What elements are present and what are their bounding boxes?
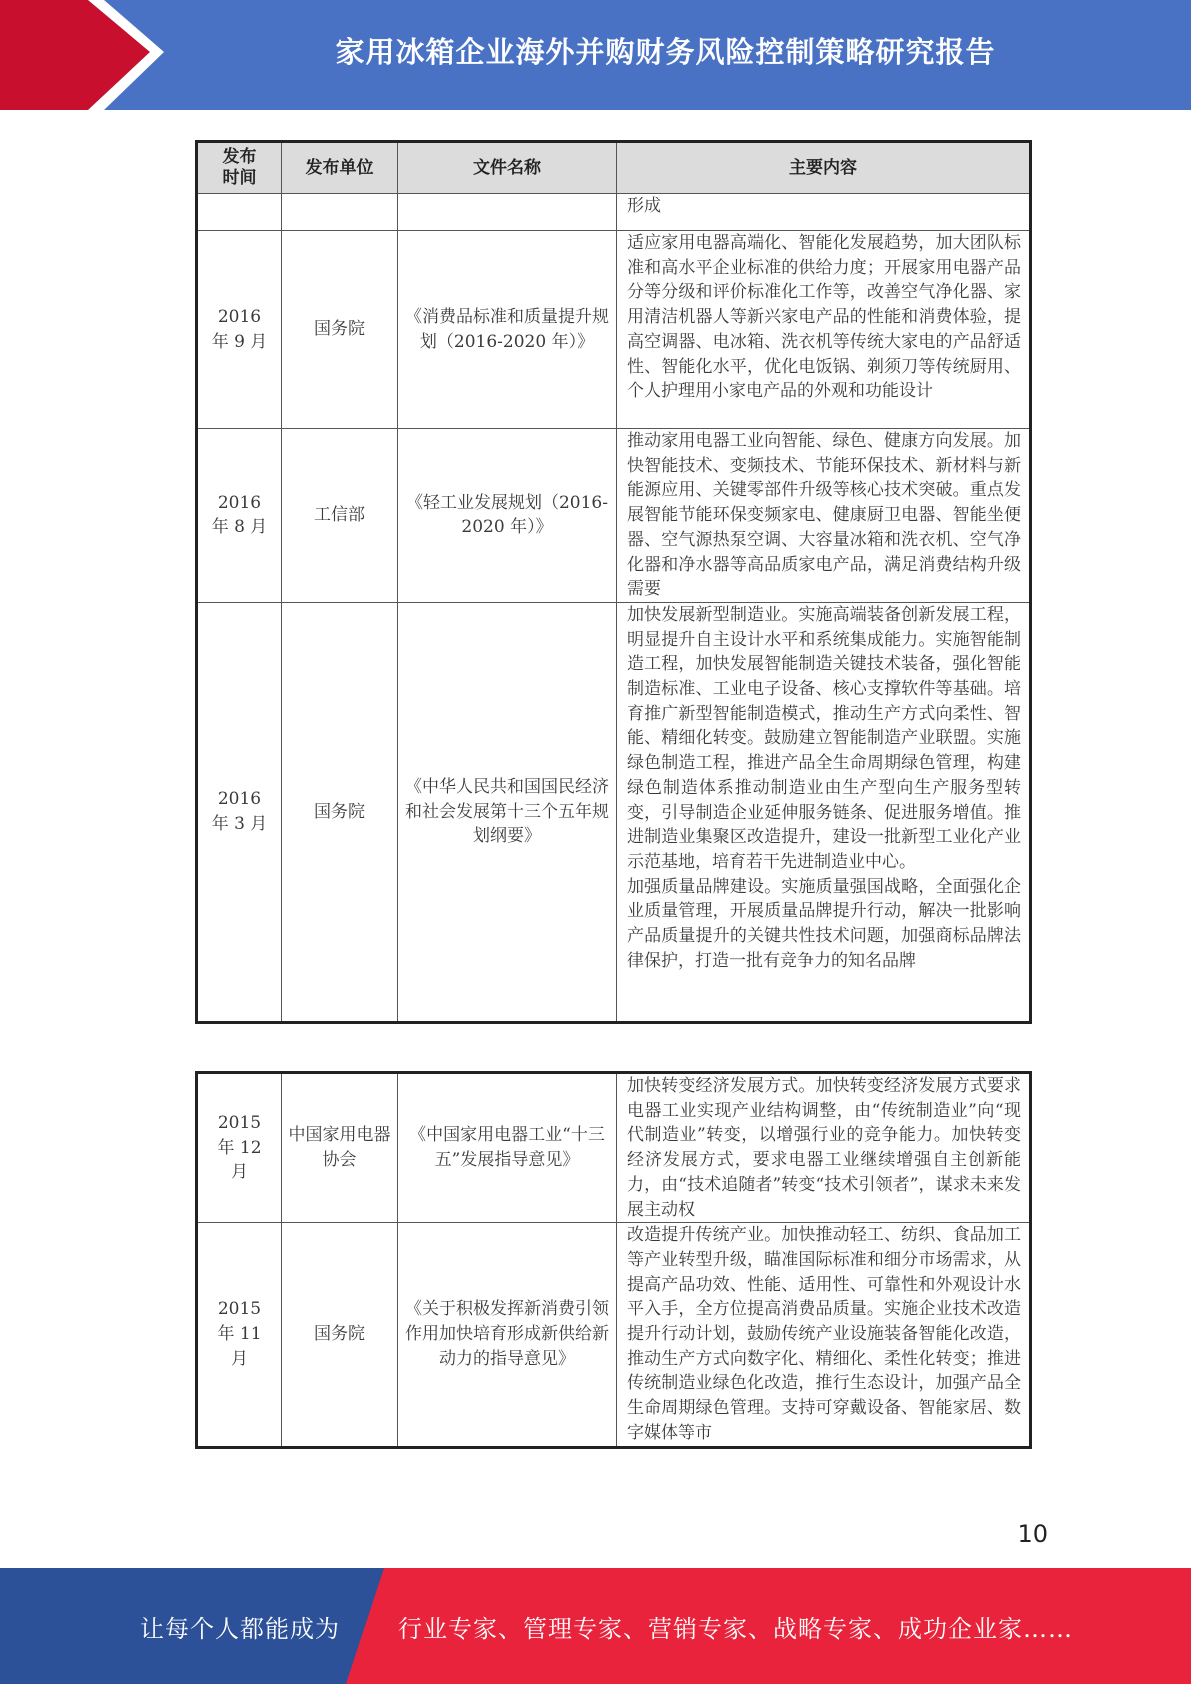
row-issuer: 国务院 [282,1223,398,1447]
table-cell [398,194,617,231]
table-row [197,429,1031,603]
row-issuer: 工信部 [282,429,398,603]
table-row [197,194,1031,231]
row-date: 2015 年 12 月 [197,1073,282,1223]
content-paragraph: 加快发展新型制造业。实施高端装备创新发展工程，明显提升自主设计水平和系统集成能力。实施智能制造工程，加快发展智能制造关键技术装备，强化智能制造标准、工业电子设备、核心支撑软件等基础。培育推广新型智能制造模式，推动生产方式向柔性、智能、精细化转变。鼓励建立智能制造产业联盟。实施绿色制造工程，推进产品全生命周期绿色管理，构建绿色制造体系推动制造业由生产型向生产服务型转变，引导制造企业延伸服务链条、促进服务增值。推进制造业集聚区改造提升，建设一批新型工业化产业示范基地，培育若干先进制造业中心。 [627,604,1021,872]
column-header-issuer: 发布单位 [282,142,398,194]
row-document: 《消费品标准和质量提升规划（2016-2020 年）》 [398,231,617,429]
row-content: 改造提升传统产业。加快推动轻工、纺织、食品加工等产业转型升级，瞄准国际标准和细分市场需求，从提高产品功效、性能、适用性、可靠性和外观设计水平入手，全方位提高消费品质量。实施企业技术改造提升行动计划，鼓励传统产业设施装备智能化改造，推动生产方式向数字化、精细化、柔性化转变；推进传统制造业绿色化改造，推行生态设计，加强产品全生命周期绿色管理。支持可穿戴设备、智能家居、数字媒体等市 [617,1223,1031,1447]
row-content: 推动家用电器工业向智能、绿色、健康方向发展。加快智能技术、变频技术、节能环保技术、新材料与新能源应用、关键零部件升级等核心技术突破。重点发展智能节能环保变频家电、健康厨卫电器、智能坐便器、空气源热泵空调、大容量冰箱和洗衣机、空气净化器和净水器等高品质家电产品，满足消费结构升级需要 [617,429,1031,603]
row-issuer: 中国家用电器协会 [282,1073,398,1223]
table-row [197,602,1031,1022]
row-date: 2015 年 11 月 [197,1223,282,1447]
page-footer [0,1568,1191,1684]
report-title: 家用冰箱企业海外并购财务风险控制策略研究报告 [335,34,996,69]
table-cell [197,194,282,231]
row-content [617,602,1031,1022]
row-document: 《中国家用电器工业“十三五”发展指导意见》 [398,1073,617,1223]
table-row [197,1073,1031,1223]
table-row [197,231,1031,429]
page-number: 10 [1017,1520,1048,1548]
row-date: 2016 年 9 月 [197,231,282,429]
row-document: 《关于积极发挥新消费引领作用加快培育形成新供给新动力的指导意见》 [398,1223,617,1447]
table-header-row [197,142,1031,194]
footer-slogan-right: 行业专家、管理专家、营销专家、战略专家、成功企业家…… [398,1614,1073,1643]
column-header-document: 文件名称 [398,142,617,194]
row-content: 加快转变经济发展方式。加快转变经济发展方式要求电器工业实现产业结构调整，由“传统制造业”向“现代制造业”转变，以增强行业的竞争能力。加快转变经济发展方式，要求电器工业继续增强自主创新能力，由“技术追随者”转变“技术引领者”，谋求未来发展主动权 [617,1073,1031,1223]
row-issuer: 国务院 [282,231,398,429]
table-row [197,1223,1031,1447]
column-header-date: 发布时间 [197,142,282,194]
footer-slogan-left: 让每个人都能成为 [140,1614,340,1643]
row-document: 《轻工业发展规划（2016-2020 年）》 [398,429,617,603]
row-date: 2016 年 8 月 [197,429,282,603]
row-content: 形成 [617,194,1031,231]
column-header-content: 主要内容 [617,142,1031,194]
policy-table [195,140,1032,1024]
row-content: 适应家用电器高端化、智能化发展趋势，加大团队标准和高水平企业标准的供给力度；开展家用电器产品分等分级和评价标准化工作等，改善空气净化器、家用清洁机器人等新兴家电产品的性能和消费体验，提高空调器、电冰箱、洗衣机等传统大家电的产品舒适性、智能化水平，优化电饭锅、剃须刀等传统厨用、个人护理用小家电产品的外观和功能设计 [617,231,1031,429]
policy-table-continued [195,1071,1032,1449]
row-date: 2016 年 3 月 [197,602,282,1022]
row-document: 《中华人民共和国国民经济和社会发展第十三个五年规划纲要》 [398,602,617,1022]
content-paragraph: 加强质量品牌建设。实施质量强国战略，全面强化企业质量管理，开展质量品牌提升行动，解决一批影响产品质量提升的关键共性技术问题，加强商标品牌法律保护，打造一批有竞争力的知名品牌 [627,876,1021,971]
page-header [0,0,1191,110]
table-cell [282,194,398,231]
row-issuer: 国务院 [282,602,398,1022]
